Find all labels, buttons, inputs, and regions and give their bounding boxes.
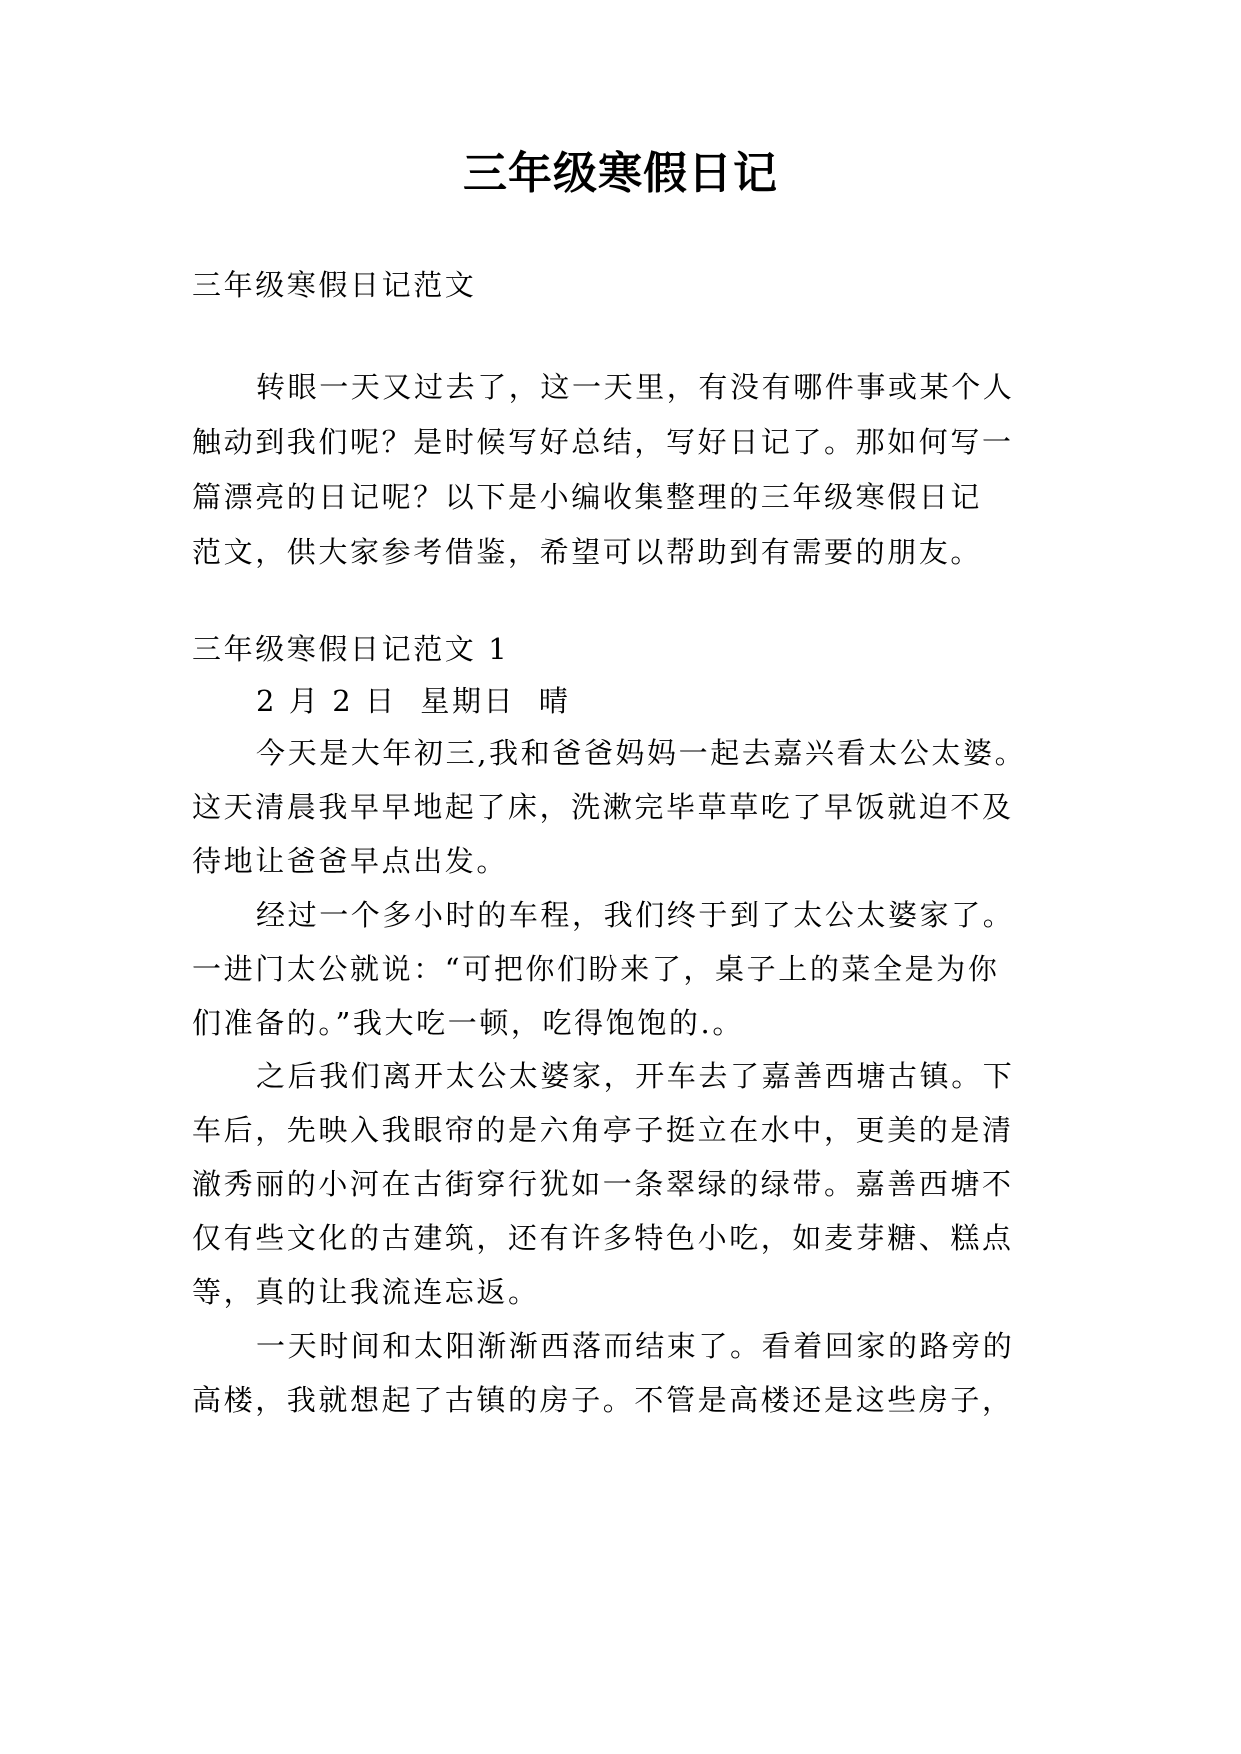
paragraph-line: 一进门太公就说：“可把你们盼来了，桌子上的菜全是为你 — [192, 952, 1000, 986]
paragraph-line: 等，真的让我流连忘返。 — [192, 1275, 540, 1309]
paragraph-line: 之后我们离开太公太婆家，开车去了嘉善西塘古镇。下 — [256, 1059, 1015, 1093]
paragraph-line: 待地让爸爸早点出发。 — [192, 844, 509, 878]
paragraph-line: 经过一个多小时的车程，我们终于到了太公太婆家了。 — [256, 898, 1015, 932]
paragraph-line: 车后，先映入我眼帘的是六角亭子挺立在水中，更美的是清 — [192, 1113, 1014, 1147]
paragraph-line: 高楼，我就想起了古镇的房子。不管是高楼还是这些房子， — [192, 1383, 1014, 1417]
intro-line: 篇漂亮的日记呢？以下是小编收集整理的三年级寒假日记 — [192, 480, 983, 514]
intro-line: 范文，供大家参考借鉴，希望可以帮助到有需要的朋友。 — [192, 535, 983, 569]
intro-line: 转眼一天又过去了，这一天里，有没有哪件事或某个人 — [256, 370, 1015, 404]
paragraph-line: 澈秀丽的小河在古街穿行犹如一条翠绿的绿带。嘉善西塘不 — [192, 1167, 1014, 1201]
paragraph-line: 们准备的。”我大吃一顿，吃得饱饱的.。 — [192, 1006, 744, 1040]
paragraph-line: 今天是大年初三,我和爸爸妈妈一起去嘉兴看太公太婆。 — [256, 736, 1027, 770]
paragraph-line: 这天清晨我早早地起了床，洗漱完毕草草吃了早饭就迫不及 — [192, 790, 1014, 824]
section-heading: 三年级寒假日记范文 1 — [192, 632, 510, 666]
paragraph-line: 仅有些文化的古建筑，还有许多特色小吃，如麦芽糖、糕点 — [192, 1221, 1014, 1255]
document-subtitle: 三年级寒假日记范文 — [192, 268, 477, 302]
document-title: 三年级寒假日记 — [463, 148, 778, 199]
date-line: 2 月 2 日 星期日 晴 — [256, 684, 571, 718]
intro-line: 触动到我们呢？是时候写好总结，写好日记了。那如何写一 — [192, 425, 1014, 459]
paragraph-line: 一天时间和太阳渐渐西落而结束了。看着回家的路旁的 — [256, 1329, 1015, 1363]
